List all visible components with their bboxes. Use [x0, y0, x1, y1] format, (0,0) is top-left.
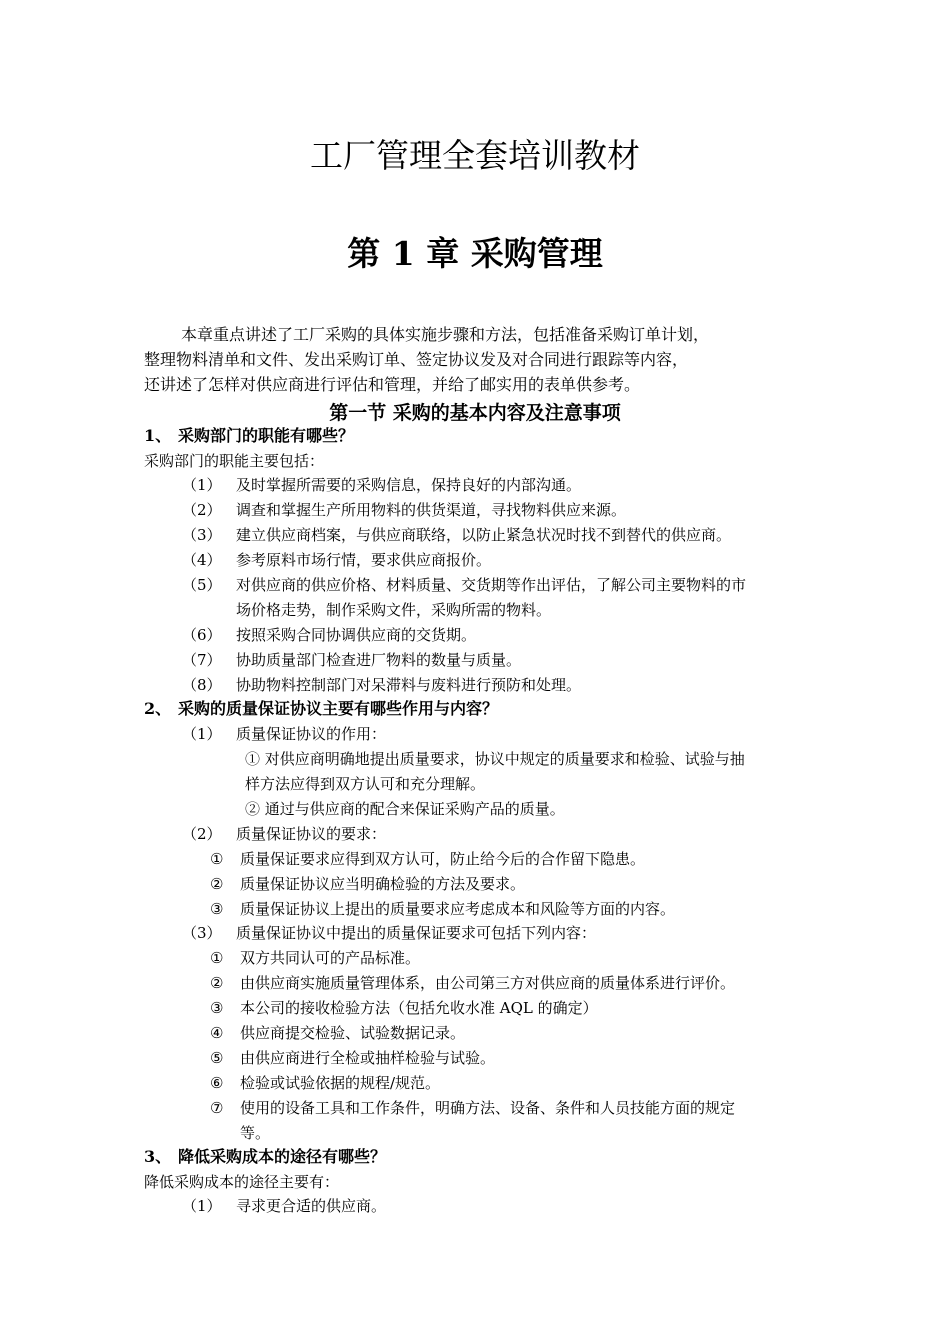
question-heading: [144, 698, 498, 720]
chapter-title: 第 1 章 采购管理: [347, 234, 603, 273]
sub-item-text: ② 通过与供应商的配合来保证采购产品的质量。: [245, 800, 565, 818]
sub-item-text: 样方法应得到双方认可和充分理解。: [245, 775, 486, 793]
question-text: 降低采购成本的途径有哪些？: [178, 1147, 387, 1166]
question-number: 1、: [144, 426, 172, 445]
item-text: 场价格走势，制作采购文件，采购所需的物料。: [236, 601, 552, 619]
item-marker: （3）: [182, 526, 222, 544]
question-heading: [144, 1146, 386, 1168]
item-marker: ①: [210, 850, 224, 868]
item-marker: ②: [210, 974, 224, 992]
item-text: 质量保证协议应当明确检验的方法及要求。: [240, 875, 526, 893]
document-title: 工厂管理全套培训教材: [310, 136, 640, 175]
item-marker: （6）: [182, 626, 222, 644]
lead-text: 降低采购成本的途径主要有：: [144, 1173, 340, 1191]
intro-line: 整理物料清单和文件、发出采购订单、签定协议发及对合同进行跟踪等内容，: [144, 350, 689, 369]
item-text: 质量保证协议中提出的质量保证要求可包括下列内容：: [236, 924, 597, 942]
item-text: 双方共同认可的产品标准。: [240, 949, 421, 967]
item-text: 协助物料控制部门对呆滞料与废料进行预防和处理。: [236, 676, 582, 694]
item-marker: （2）: [182, 501, 222, 519]
item-text: 由供应商实施质量管理体系，由公司第三方对供应商的质量体系进行评价。: [240, 974, 736, 992]
sub-item-text: ① 对供应商明确地提出质量要求，协议中规定的质量要求和检验、试验与抽: [245, 750, 745, 768]
item-marker: （8）: [182, 676, 222, 694]
item-marker: ⑥: [210, 1074, 224, 1092]
item-text: 及时掌握所需要的采购信息，保持良好的内部沟通。: [236, 476, 582, 494]
item-text: 质量保证协议的作用：: [236, 725, 387, 743]
item-text: 寻求更合适的供应商。: [236, 1197, 387, 1215]
item-marker: ⑤: [210, 1049, 224, 1067]
item-marker: （1）: [182, 1197, 222, 1215]
item-text: 协助质量部门检查进厂物料的数量与质量。: [236, 651, 522, 669]
item-text: 等。: [240, 1124, 271, 1142]
question-text: 采购的质量保证协议主要有哪些作用与内容？: [178, 699, 499, 718]
item-text: 对供应商的供应价格、材料质量、交货期等作出评估，了解公司主要物料的市: [236, 576, 747, 594]
item-text: 由供应商进行全检或抽样检验与试验。: [240, 1049, 496, 1067]
item-marker: ③: [210, 900, 224, 918]
item-marker: ①: [210, 949, 224, 967]
item-text: 按照采购合同协调供应商的交货期。: [236, 626, 477, 644]
section-title: 第一节 采购的基本内容及注意事项: [329, 402, 621, 424]
item-text: 质量保证协议上提出的质量要求应考虑成本和风险等方面的内容。: [240, 900, 676, 918]
item-text: 检验或试验依据的规程/规范。: [240, 1074, 441, 1092]
question-text: 采购部门的职能有哪些？: [178, 426, 355, 445]
item-text: 调查和掌握生产所用物料的供货渠道，寻找物料供应来源。: [236, 501, 627, 519]
item-marker: （3）: [182, 924, 222, 942]
item-text: 建立供应商档案，与供应商联络，以防止紧急状况时找不到替代的供应商。: [236, 526, 732, 544]
question-number: 2、: [144, 699, 172, 718]
item-marker: （7）: [182, 651, 222, 669]
item-text: 参考原料市场行情，要求供应商报价。: [236, 551, 492, 569]
intro-paragraph: [144, 322, 824, 397]
item-text: 本公司的接收检验方法（包括允收水准 AQL 的确定）: [240, 999, 598, 1017]
item-marker: ③: [210, 999, 224, 1017]
item-text: 质量保证要求应得到双方认可，防止给今后的合作留下隐患。: [240, 850, 646, 868]
item-marker: （1）: [182, 476, 222, 494]
item-marker: （1）: [182, 725, 222, 743]
item-marker: （4）: [182, 551, 222, 569]
intro-line: 本章重点讲述了工厂采购的具体实施步骤和方法，包括准备采购订单计划，: [181, 325, 710, 344]
item-text: 供应商提交检验、试验数据记录。: [240, 1024, 466, 1042]
question-heading: [144, 425, 354, 447]
item-marker: （5）: [182, 576, 222, 594]
item-marker: ④: [210, 1024, 224, 1042]
question-number: 3、: [144, 1147, 172, 1166]
item-text: 质量保证协议的要求：: [236, 825, 387, 843]
item-marker: ②: [210, 875, 224, 893]
item-marker: ⑦: [210, 1099, 224, 1117]
lead-text: 采购部门的职能主要包括：: [144, 452, 325, 470]
item-text: 使用的设备工具和工作条件，明确方法、设备、条件和人员技能方面的规定: [240, 1099, 736, 1117]
item-marker: （2）: [182, 825, 222, 843]
intro-line: 还讲述了怎样对供应商进行评估和管理，并给了邮实用的表单供参考。: [144, 375, 641, 394]
